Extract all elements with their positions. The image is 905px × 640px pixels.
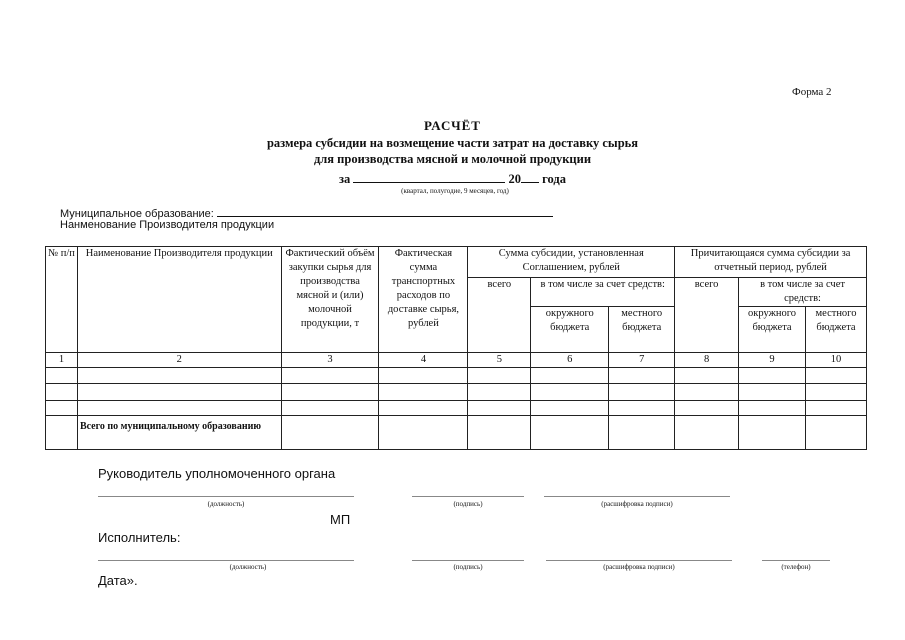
form-number: Форма 2 — [792, 86, 832, 98]
municipality-blank — [217, 206, 553, 217]
header-agreement-including: в том числе за счет средств: — [531, 278, 675, 307]
col-number: 4 — [379, 353, 468, 368]
table-row — [46, 401, 867, 416]
stamp-label: МП — [330, 512, 351, 527]
col-number: 1 — [46, 353, 78, 368]
header-agreement-subsidy: Сумма субсидии, установленная Соглашением, рублей — [468, 247, 675, 278]
executor-phone-caption: (телефон) — [781, 563, 811, 571]
document-subtitle-line2: для производства мясной и молочной продукции — [313, 152, 592, 166]
head-decode-caption: (расшифровка подписи) — [601, 500, 673, 508]
period-year: 20 — [508, 172, 522, 186]
total-row — [46, 416, 867, 450]
executor-label: Исполнитель: — [98, 530, 181, 545]
period-suffix: года — [542, 172, 566, 186]
period-hint: (квартал, полугодие, 9 месяцев, год) — [401, 187, 509, 195]
document-subtitle-line1: размера субсидии на возмещение части затрат на доставку сырья — [266, 136, 639, 150]
period-line — [0, 170, 905, 187]
producer-label: Нанменование Производителя продукции — [60, 219, 275, 231]
executor-position-caption: (должность) — [229, 563, 267, 571]
header-agreement-total: всего — [468, 278, 531, 353]
col-number: 10 — [806, 353, 867, 368]
year-blank — [521, 170, 539, 183]
header-num: № п/п — [46, 247, 78, 353]
producer-field — [60, 219, 274, 231]
head-position-caption: (должность) — [207, 500, 245, 508]
col-number: 7 — [609, 353, 675, 368]
document-title: РАСЧЁТ — [424, 118, 481, 133]
date-label: Дата». — [98, 573, 138, 588]
header-producer-name: Наименование Производителя продукции — [77, 247, 281, 353]
header-agreement-local: местного бюджета — [609, 307, 675, 353]
header-volume: Фактический объём закупки сырья для производства мясной и (или) молочной продукции, т — [281, 247, 379, 353]
header-agreement-district: окружного бюджета — [531, 307, 609, 353]
total-row-label: Всего по муниципальному образованию — [77, 416, 281, 450]
col-number: 3 — [281, 353, 379, 368]
head-signature-caption: (подпись) — [453, 500, 483, 508]
executor-signature-line — [412, 560, 524, 561]
executor-decode-caption: (расшифровка подписи) — [603, 563, 675, 571]
col-number: 8 — [675, 353, 739, 368]
header-due-local: местного бюджета — [806, 307, 867, 353]
executor-phone-line — [762, 560, 830, 561]
header-transport-cost: Фактическая сумма транспортных расходов по доставке сырья, рублей — [379, 247, 468, 353]
executor-decode-line — [546, 560, 732, 561]
head-label: Руководитель уполномоченного органа — [98, 466, 336, 481]
col-number: 2 — [77, 353, 281, 368]
column-number-row — [46, 353, 867, 368]
period-prefix: за — [339, 172, 351, 186]
table-row — [46, 384, 867, 401]
table-row — [46, 368, 867, 384]
header-due-subsidy: Причитающаяся сумма субсидии за отчетный период, рублей — [675, 247, 867, 278]
col-number: 5 — [468, 353, 531, 368]
municipality-label: Муниципальное образование: — [60, 208, 214, 220]
municipality-field — [60, 206, 553, 220]
header-due-including: в том числе за счет средств: — [739, 278, 867, 307]
subsidy-table — [45, 246, 867, 450]
header-due-total: всего — [675, 278, 739, 353]
head-signature-line — [412, 496, 524, 497]
col-number: 6 — [531, 353, 609, 368]
period-blank — [353, 170, 505, 183]
executor-signature-caption: (подпись) — [453, 563, 483, 571]
executor-position-line — [98, 560, 354, 561]
head-position-line — [98, 496, 354, 497]
header-due-district: окружного бюджета — [739, 307, 806, 353]
head-decode-line — [544, 496, 730, 497]
col-number: 9 — [739, 353, 806, 368]
